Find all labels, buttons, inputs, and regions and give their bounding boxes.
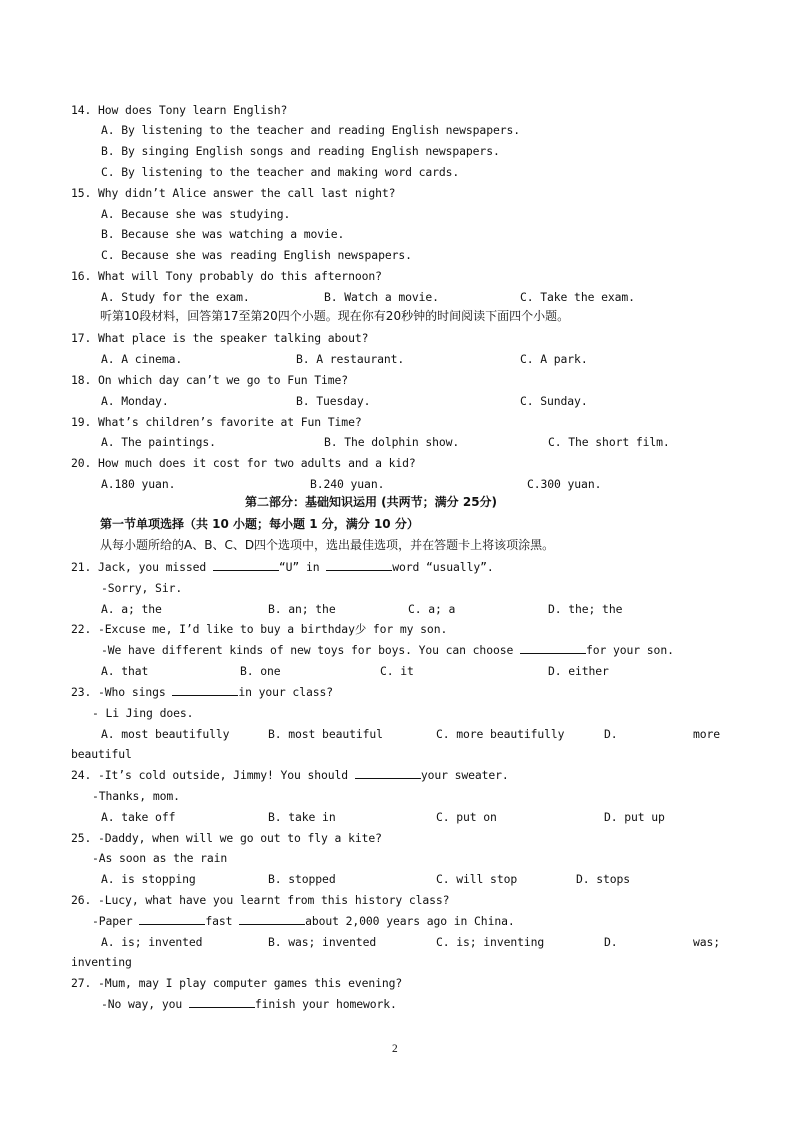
q25-option-d: D. stops <box>576 872 631 886</box>
q23-stem: 23. -Who sings in your class? <box>71 685 333 699</box>
q27-stem: 27. -Mum, may I play computer games this evening? <box>71 976 403 990</box>
q25-option-a: A. is stopping <box>101 872 196 886</box>
part2-title: 第二部分：基础知识运用 (共两节；满分 25分) <box>245 495 498 509</box>
q23-option-a: A. most beautifully <box>101 727 230 741</box>
answer-blank <box>355 767 421 779</box>
q18-option-c: C. Sunday. <box>520 394 588 408</box>
q20-stem: 20. How much does it cost for two adults and a kid? <box>71 456 416 470</box>
q24-reply: -Thanks, mom. <box>92 789 180 803</box>
q17-option-a: A. A cinema. <box>101 352 183 366</box>
q19-option-b: B. The dolphin show. <box>324 435 460 449</box>
q24-option-a: A. take off <box>101 810 176 824</box>
answer-blank <box>213 559 279 571</box>
q19-stem: 19. What’s children’s favorite at Fun Time? <box>71 415 362 429</box>
q22-option-d: D. either <box>548 664 609 678</box>
q24-option-c: C. put on <box>436 810 497 824</box>
q14-option-a: A. By listening to the teacher and reading English newspapers. <box>101 123 520 137</box>
q20-option-a: A.180 yuan. <box>101 477 176 491</box>
section1-instruction: 从每小题所给的A、B、C、D四个选项中，选出最佳选项，并在答题卡上将该项涂黑。 <box>100 538 555 552</box>
q15-option-b: B. Because she was watching a movie. <box>101 227 345 241</box>
q15-stem: 15. Why didn’t Alice answer the call last night? <box>71 186 396 200</box>
q23-option-c: C. more beautifully <box>436 727 565 741</box>
q26-option-c: C. is; inventing <box>436 935 545 949</box>
q20-option-b: B.240 yuan. <box>310 477 385 491</box>
q21-option-c: C. a; a <box>408 602 456 616</box>
q26-option-d-word: was; <box>693 935 721 949</box>
q21-option-a: A. a; the <box>101 602 162 616</box>
q21-option-b: B. an; the <box>268 602 336 616</box>
section1-title: 第一节单项选择（共 10 小题；每小题 1 分，满分 10 分） <box>100 517 419 531</box>
q24-stem: 24. -It’s cold outside, Jimmy! You should your sweater. <box>71 768 509 782</box>
q16-option-c: C. Take the exam. <box>520 290 635 304</box>
q26-stem: 26. -Lucy, what have you learnt from this history class? <box>71 893 450 907</box>
q26-option-b: B. was; invented <box>268 935 377 949</box>
q25-reply: -As soon as the rain <box>92 851 228 865</box>
q18-option-b: B. Tuesday. <box>296 394 371 408</box>
q14-stem: 14. How does Tony learn English? <box>71 103 288 117</box>
q25-option-b: B. stopped <box>268 872 336 886</box>
q22-reply: -We have different kinds of new toys for boys. You can choose for your son. <box>101 643 674 657</box>
q27-reply: -No way, you finish your homework. <box>101 997 397 1011</box>
q17-option-c: C. A park. <box>520 352 588 366</box>
q26-option-a: A. is; invented <box>101 935 203 949</box>
answer-blank <box>189 996 255 1008</box>
q24-option-b: B. take in <box>268 810 336 824</box>
page-number: 2 <box>392 1043 398 1055</box>
section-10-instruction: 听第10段材料，回答第17至第20四个小题。现在你有20秒钟的时间阅读下面四个小题。 <box>100 309 570 323</box>
q26-option-d-cont: inventing <box>71 955 132 969</box>
q14-option-c: C. By listening to the teacher and making word cards. <box>101 165 460 179</box>
q15-option-a: A. Because she was studying. <box>101 207 291 221</box>
q26-option-d: D. <box>604 935 618 949</box>
answer-blank <box>172 684 238 696</box>
q22-option-c: C. it <box>380 664 414 678</box>
q21-option-d: D. the; the <box>548 602 623 616</box>
q17-option-b: B. A restaurant. <box>296 352 405 366</box>
q17-stem: 17. What place is the speaker talking about? <box>71 331 369 345</box>
q19-option-c: C. The short film. <box>548 435 670 449</box>
answer-blank <box>520 642 586 654</box>
q22-stem: 22. -Excuse me, I’d like to buy a birthday少 for my son. <box>71 622 448 636</box>
q23-option-b: B. most beautiful <box>268 727 383 741</box>
q21-reply: -Sorry, Sir. <box>101 581 183 595</box>
q16-stem: 16. What will Tony probably do this afternoon? <box>71 269 382 283</box>
q23-reply: - Li Jing does. <box>92 706 194 720</box>
q16-option-b: B. Watch a movie. <box>324 290 439 304</box>
q23-option-d-word: more <box>693 727 721 741</box>
q24-option-d: D. put up <box>604 810 665 824</box>
q15-option-c: C. Because she was reading English newspapers. <box>101 248 412 262</box>
q22-option-b: B. one <box>240 664 281 678</box>
q18-stem: 18. On which day can’t we go to Fun Time? <box>71 373 349 387</box>
q22-option-a: A. that <box>101 664 149 678</box>
answer-blank <box>326 559 392 571</box>
q20-option-c: C.300 yuan. <box>527 477 602 491</box>
answer-blank <box>239 913 305 925</box>
q23-option-d: D. <box>604 727 618 741</box>
q14-option-b: B. By singing English songs and reading English newspapers. <box>101 144 500 158</box>
q26-reply: -Paper fast about 2,000 years ago in China. <box>92 914 515 928</box>
q25-stem: 25. -Daddy, when will we go out to fly a kite? <box>71 831 382 845</box>
q16-option-a: A. Study for the exam. <box>101 290 250 304</box>
q19-option-a: A. The paintings. <box>101 435 216 449</box>
q25-option-c: C. will stop <box>436 872 518 886</box>
q23-option-d-cont: beautiful <box>71 747 132 761</box>
answer-blank <box>139 913 205 925</box>
q18-option-a: A. Monday. <box>101 394 169 408</box>
q21-stem: 21. Jack, you missed “U” in word “usually”. <box>71 560 494 574</box>
